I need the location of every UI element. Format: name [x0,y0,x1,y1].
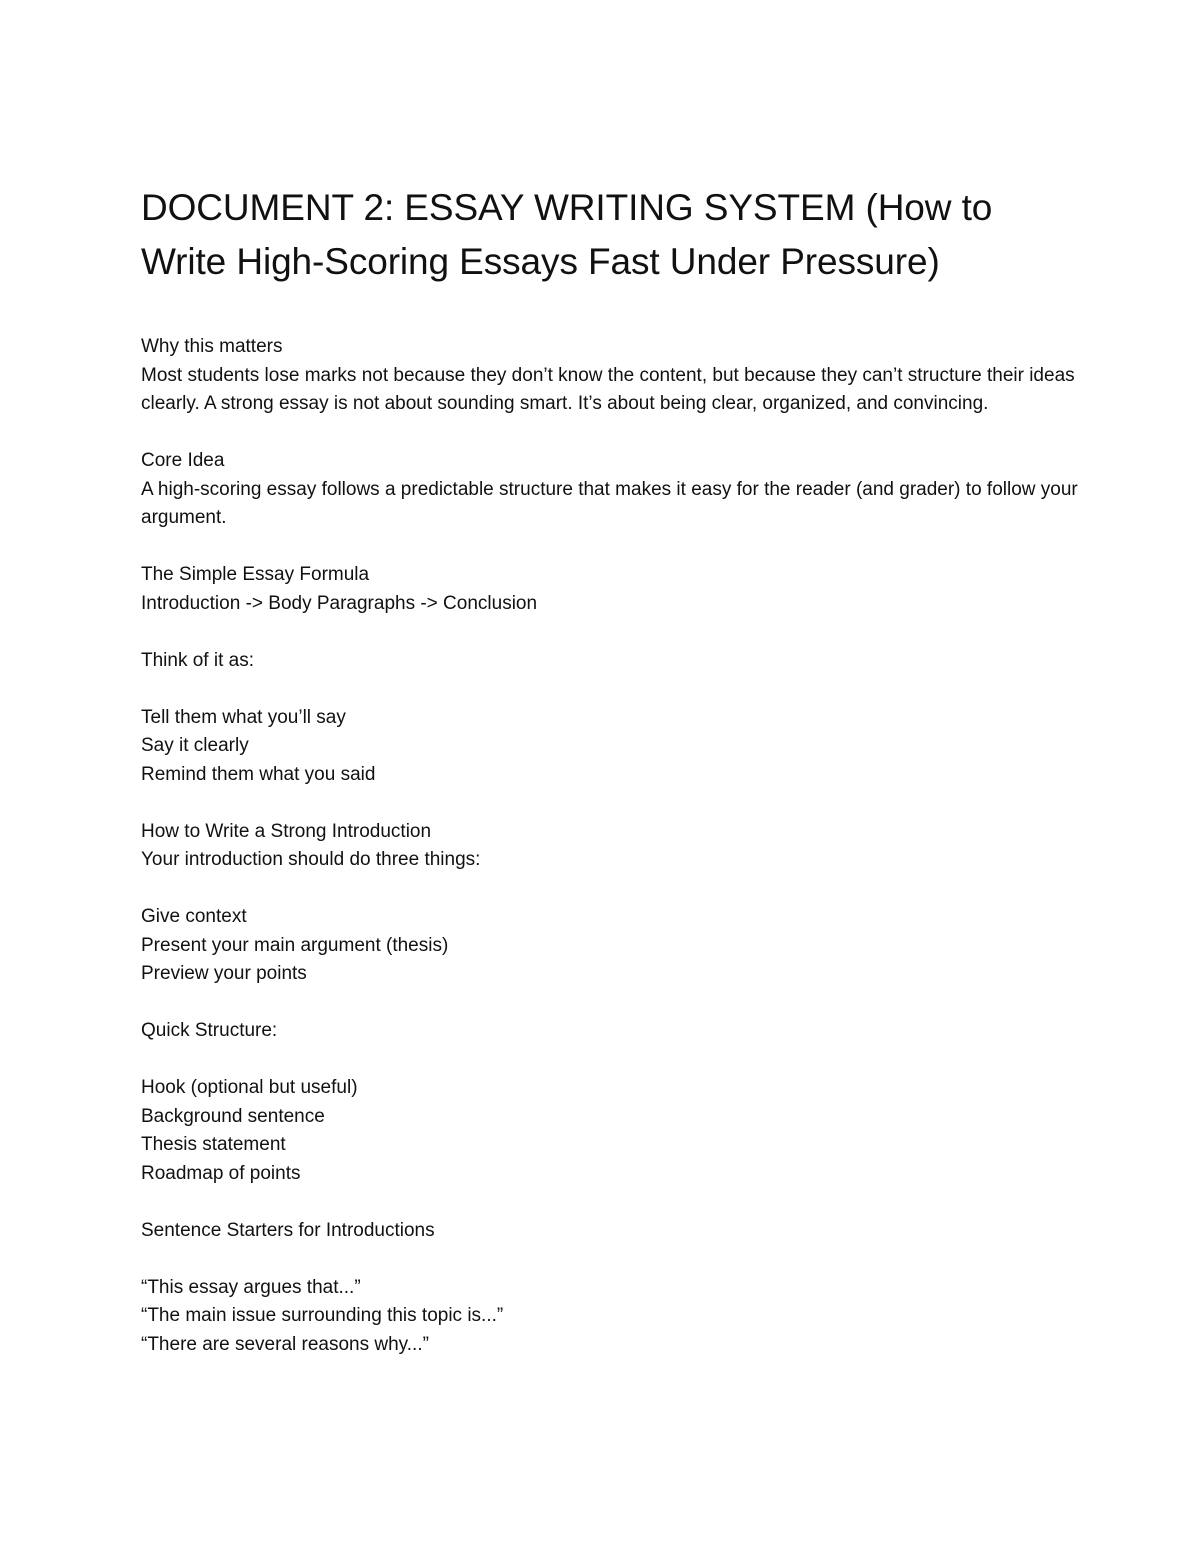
formula-heading: The Simple Essay Formula [141,564,370,585]
quick-item: Thesis statement [141,1134,286,1155]
spacer [141,789,1081,818]
think-item: Remind them what you said [141,763,376,785]
document-title: DOCUMENT 2: ESSAY WRITING SYSTEM (How to Write High-Scoring Essays Fast Under Pressure) [141,187,993,282]
document-page [141,181,1081,1359]
intro-item: Give context [141,906,247,927]
why-body: Most students lose marks not because they don’t know the content, but because they can’t structure their ideas clearly. A strong essay is not about sounding smart. It’s about being clear, organized, and convincing. [141,364,1075,414]
why-heading: Why this matters [141,336,283,357]
spacer [141,989,1081,1018]
starter-item: “The main issue surrounding this topic is...” [141,1305,504,1326]
intro-item: Present your main argument (thesis) [141,934,449,956]
quick-item: Background sentence [141,1105,325,1127]
quick-item: Hook (optional but useful) [141,1077,358,1098]
starter-item: “There are several reasons why...” [141,1333,429,1355]
quick-heading: Quick Structure: [141,1020,278,1041]
formula-body: Introduction -> Body Paragraphs -> Conclusion [141,592,538,614]
spacer [141,875,1081,904]
think-item: Say it clearly [141,735,249,756]
spacer [141,1188,1081,1217]
spacer [141,1046,1081,1075]
starters-heading: Sentence Starters for Introductions [141,1219,435,1241]
spacer [141,1245,1081,1274]
intro-item: Preview your points [141,963,307,984]
spacer [141,618,1081,647]
quick-item: Roadmap of points [141,1162,301,1184]
think-heading: Think of it as: [141,649,254,671]
starter-item: “This essay argues that...” [141,1276,361,1298]
core-body: A high-scoring essay follows a predictable structure that makes it easy for the reader (and grader) to follow your argument. [141,478,1078,528]
intro-heading: How to Write a Strong Introduction [141,820,432,842]
spacer [141,675,1081,704]
think-item: Tell them what you’ll say [141,706,346,728]
spacer [141,533,1081,562]
spacer [141,419,1081,448]
core-heading: Core Idea [141,450,225,471]
intro-body: Your introduction should do three things: [141,849,481,870]
